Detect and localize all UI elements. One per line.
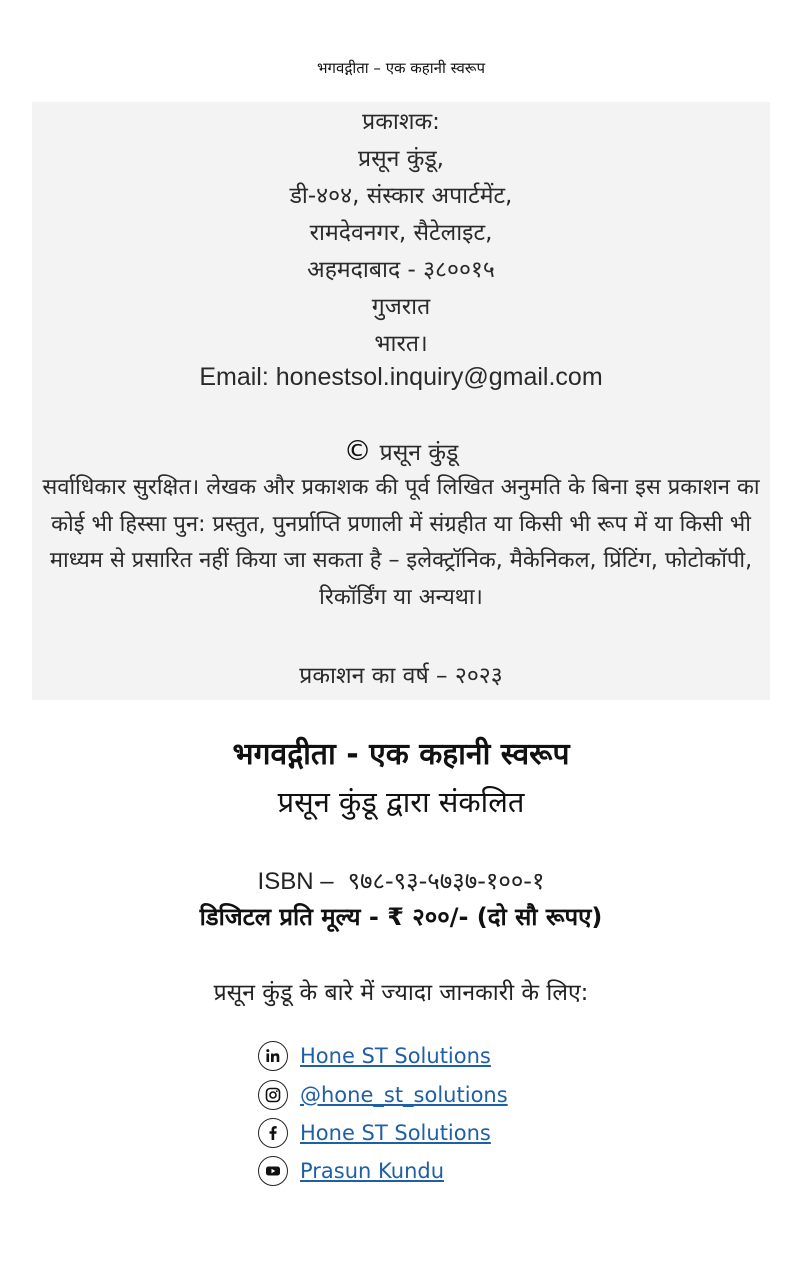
publisher-info-block	[32, 102, 770, 700]
address-line-3: अहमदाबाद - ३८००१५	[307, 257, 495, 283]
social-link-linkedin[interactable]	[258, 1040, 491, 1072]
social-link-instagram[interactable]	[258, 1079, 508, 1111]
digital-price: डिजिटल प्रति मूल्य - ₹ २००/- (दो सौ रूपए)	[199, 903, 603, 931]
running-header: भगवद्गीता – एक कहानी स्वरूप	[317, 59, 485, 77]
isbn-label: ISBN –	[257, 868, 334, 895]
youtube-icon	[258, 1156, 288, 1186]
copyright-icon: ©	[343, 434, 372, 467]
youtube-link[interactable]: Prasun Kundu	[300, 1159, 445, 1183]
address-country: भारत।	[374, 331, 428, 357]
social-link-facebook[interactable]	[258, 1117, 491, 1149]
social-link-youtube[interactable]	[258, 1155, 444, 1187]
book-title: भगवद्गीता - एक कहानी स्वरूप	[232, 737, 570, 772]
publisher-label: प्रकाशक:	[362, 109, 440, 135]
address-line-1: डी-४०४, संस्कार अपार्टमेंट,	[289, 183, 513, 209]
instagram-link[interactable]: @hone_st_solutions	[300, 1083, 508, 1107]
publication-year: प्रकाशन का वर्ष – २०२३	[299, 663, 503, 689]
address-line-2: रामदेवनगर, सैटेलाइट,	[309, 220, 493, 246]
book-subtitle: प्रसून कुंडू द्वारा संकलित	[277, 785, 525, 819]
copyright-holder: प्रसून कुंडू	[379, 440, 459, 466]
more-info-heading: प्रसून कुंडू के बारे में ज्यादा जानकारी के लिए:	[213, 980, 589, 1006]
copyright-line	[32, 434, 770, 467]
publisher-name: प्रसून कुंडू,	[358, 146, 444, 172]
isbn-value: ९७८-९३-५७३७-१००-१	[347, 867, 545, 895]
instagram-icon	[258, 1080, 288, 1110]
isbn-line	[0, 864, 802, 897]
publisher-email: Email: honestsol.inquiry@gmail.com	[199, 363, 603, 391]
address-state: गुजरात	[371, 294, 431, 320]
facebook-icon	[258, 1118, 288, 1148]
facebook-link[interactable]: Hone ST Solutions	[300, 1121, 491, 1145]
linkedin-icon	[258, 1041, 288, 1071]
rights-statement: सर्वाधिकार सुरक्षित। लेखक और प्रकाशक की पूर्व लिखित अनुमति के बिना इस प्रकाशन का कोई भी हिस्सा पुन: प्रस्तुत, पुनर्प्राप्ति प्रणाली में संग्रहीत या किसी भी रूप में या किसी भी माध्यम से प्रसारित नहीं किया जा सकता है – इलेक्ट्रॉनिक, मैकेनिकल, प्रिंटिंग, फोटोकॉपी, रिकॉर्डिंग या अन्यथा।	[42, 475, 760, 610]
linkedin-link[interactable]: Hone ST Solutions	[300, 1044, 491, 1068]
